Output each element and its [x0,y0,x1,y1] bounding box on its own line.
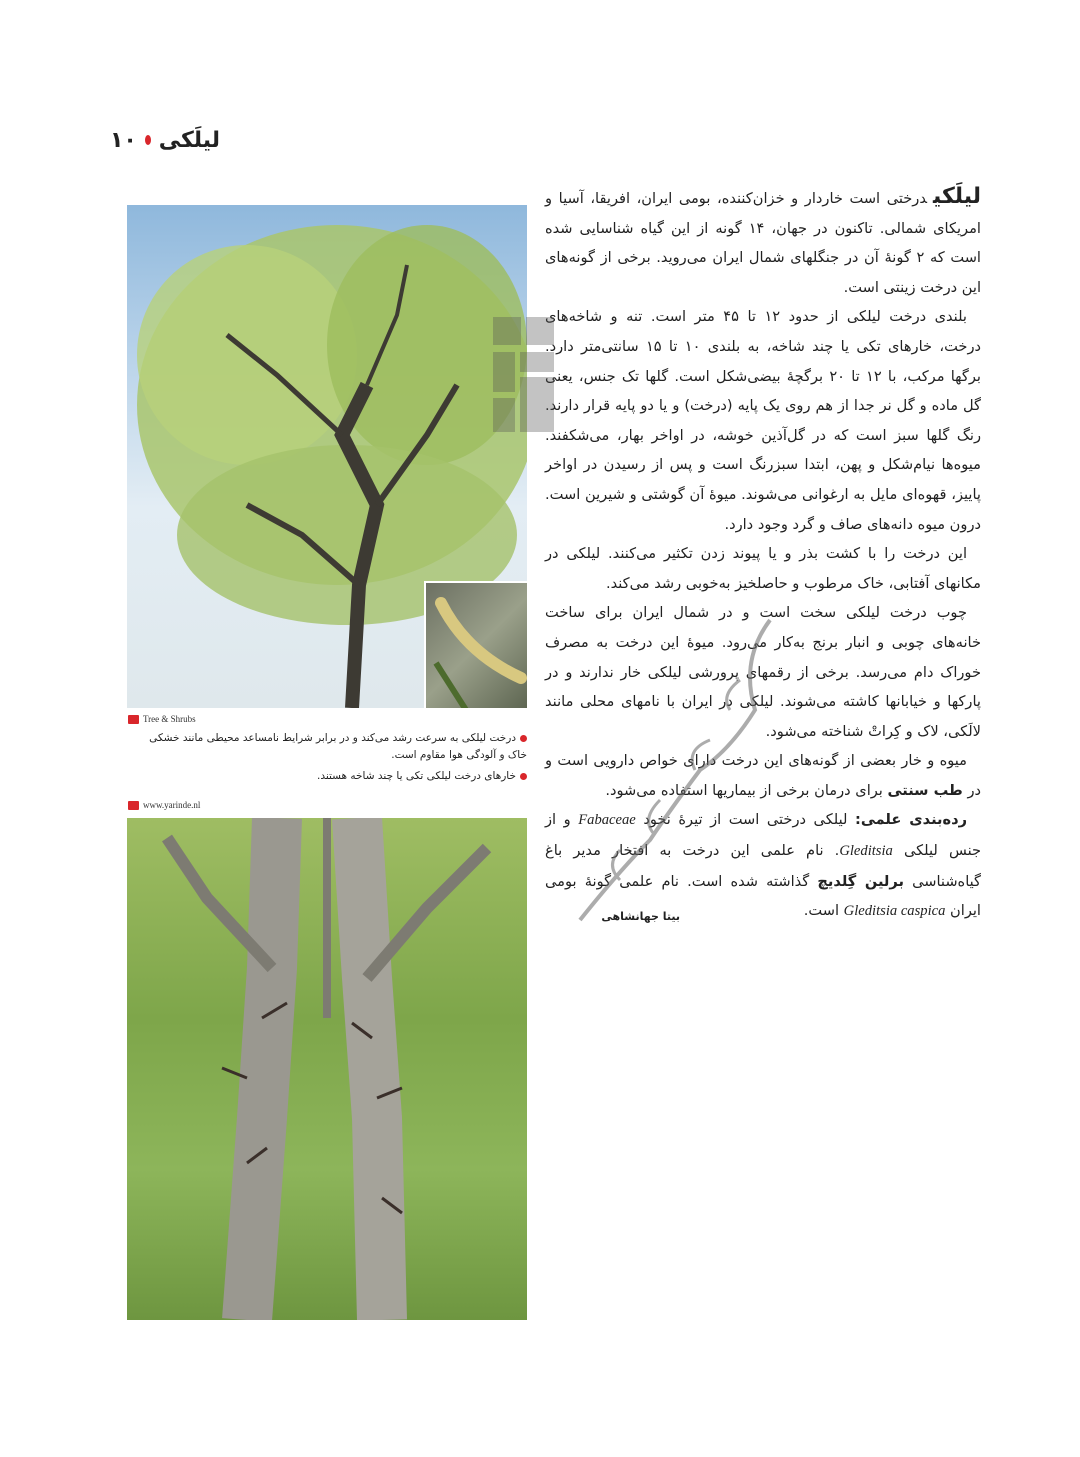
caption-text: خارهای درخت لیلکی تکی یا چند شاخه هستند. [317,770,516,782]
latin-name: Gleditsia [839,843,893,860]
paragraph-text: است. [803,902,840,920]
classification-label: رده‌بندی علمی: [855,811,968,829]
camera-icon [128,801,139,810]
bold-term: برلین گِلدیچ [817,872,904,890]
paragraph-text: میوه و خار بعضی از گونه‌های این درخت دارای خواص دارویی است و در [545,752,981,799]
photo-credit-text: Tree & Shrubs [143,714,196,724]
chapter-title: لیلَکی [158,127,220,153]
paragraph-propagation: این درخت را با کشت بذر و یا پیوند زدن تکثیر می‌کنند. لیلکی در مکانهای آفتابی، خاک مرطوب و حاصلخیز به‌خوبی رشد می‌کند. [545,545,981,592]
handwritten-signature-watermark [540,600,800,940]
paragraph-description: بلندی درخت لیلکی از حدود ۱۲ تا ۴۵ متر است. تنه و شاخه‌های درخت، خارهای تکی یا چند شاخه، به بلندی ۱۰ تا ۱۵ سانتی‌متر دارد. برگها مرکب، با ۱۲ تا ۲۰ برگچهٔ بیضی‌شکل است. گلها تک جنس، یعنی گل ماده و گل نر جدا از هم روی یک پایه (درخت) و یا دو پایه قرار دارند. رنگ گلها سبز است که در گل‌آذین خوشه، در اواخر بهار، می‌شکفند. میوه‌ها نیام‌شکل و پهن، ابتدا سبزرنگ است و پس از رسیدن در اواخر پاییز، قهوه‌ای مایل به ارغوانی می‌شوند. میوهٔ آن گوشتی و شیرین است. درون میوه دانه‌های صاف و گرد وجود دارد. [545,308,981,533]
trunk-thorns-photo [127,818,527,1320]
caption-text: درخت لیلکی به سرعت رشد می‌کند و در برابر شرایط نامساعد محیطی مانند خشکی خاک و آلودگی هوا مقاوم است. [149,732,527,761]
bullet-dot-icon [520,773,527,780]
caption-2 [127,768,527,785]
photo-credit-top [128,712,196,726]
latin-name: Fabaceae [578,812,636,829]
caption-1 [127,730,527,764]
paragraph-text: . نام علمی این درخت به افتخار مدیر باغ گیاه‌شناسی [545,842,981,890]
lead-word: لیلَکی [933,184,981,209]
paragraph-text: گذاشته شده است. نام علمی گونهٔ بومی ایران [545,872,981,920]
tree-photo [127,205,527,708]
paragraph-uses: چوب درخت لیلکی سخت است و در شمال ایران برای ساخت خانه‌های چوبی و انبار برنج به‌کار می‌رود. میوهٔ این درخت به مصرف خوراک دام می‌رسد. برخی از رقمهای پرورشی لیلکی خار ندارند و در پارکها و خیابانها کاشته می‌شوند. لیلکی در ایران با نامهای محلی مانند لالَکی، لاک و کِراتْ شناخته می‌شود. [545,604,981,740]
bold-term: طب سنتی [887,781,963,799]
bullet-dot-icon [520,735,527,742]
paragraph-intro [545,182,981,302]
trunk-illustration [127,818,527,1320]
paragraph-text: لیلکی درختی است از تیرهٔ نخود [643,811,848,829]
latin-name: Gleditsia caspica [843,903,946,920]
author-name: بیتا جهانشاهی [601,910,680,923]
page-header [110,120,220,160]
paragraph-text: برای درمان برخی از بیماریها استفاده می‌شود. [605,781,883,799]
camera-icon [128,715,139,724]
bullet-dot-icon [145,135,151,145]
page-number: ۱۰ [110,127,137,153]
photo-credit-text: www.yarinde.nl [143,800,201,810]
paragraph-text: و از جنس لیلکی [545,811,981,860]
publisher-logo-watermark [488,312,558,437]
paragraph-text: درختی است خاردار و خزان‌کننده، بومی ایران، افریقا، آسیا و امریکای شمالی. تاکنون در جهان، ۱۴ گونه از این گیاه شناسایی شده است که ۲ گونهٔ آن در جنگلهای شمال ایران می‌روید. برخی از گونه‌های این درخت زینتی است. [545,190,981,296]
photo-credit-bottom [128,798,200,812]
thorn-inset-photo [424,581,527,708]
